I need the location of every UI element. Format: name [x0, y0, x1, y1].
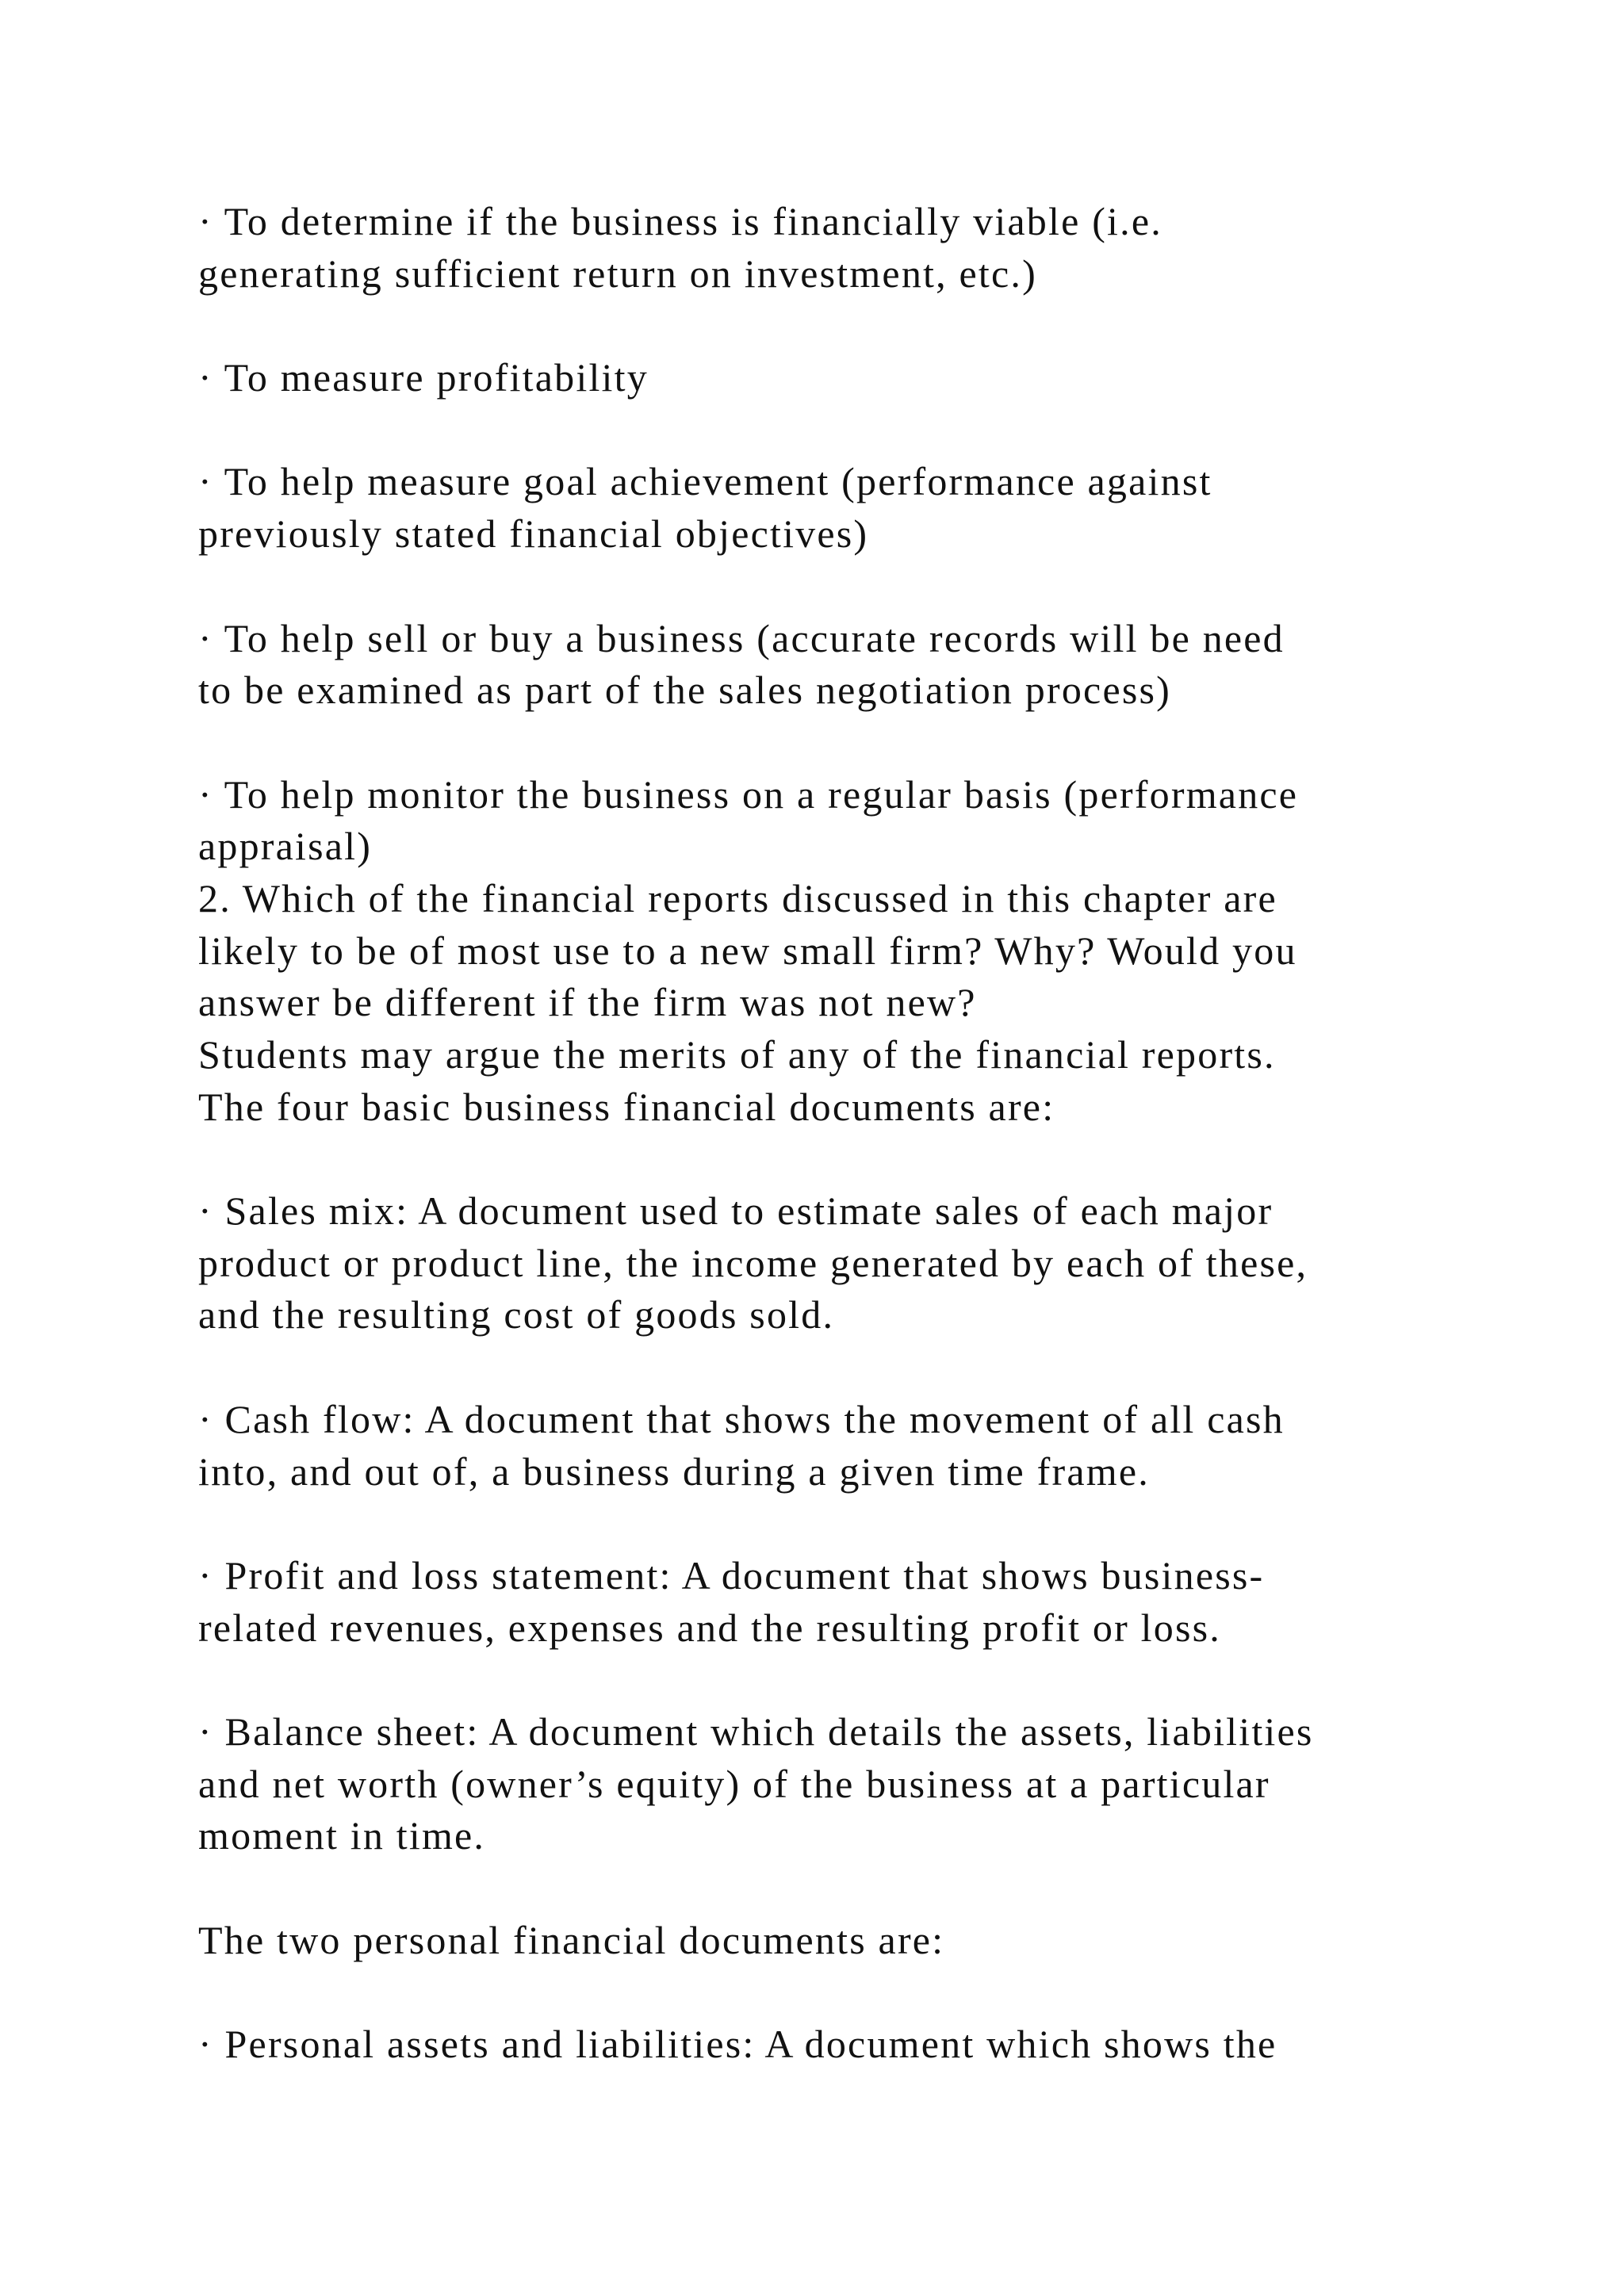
text-line: previously stated financial objectives) [198, 511, 869, 557]
blank-line [198, 1966, 1507, 2019]
text-line: to be examined as part of the sales negotiation process) [198, 668, 1172, 713]
text-line: · Sales mix: A document used to estimate sales of each major [198, 1188, 1274, 1234]
blank-line [198, 1341, 1507, 1394]
question-line: likely to be of most use to a new small firm? Why? Would you [198, 928, 1297, 973]
text-line: · To measure profitability [198, 355, 649, 400]
text-line: Students may argue the merits of any of the financial reports. [198, 1032, 1276, 1077]
text-line: · Cash flow: A document that shows the movement of all cash [198, 1396, 1285, 1441]
blank-line [198, 1133, 1507, 1185]
blank-line [198, 1498, 1507, 1550]
text-line: · Profit and loss statement: A document that shows business- [198, 1552, 1265, 1598]
blank-line [198, 300, 1507, 352]
blank-line [198, 561, 1507, 613]
question-line: answer be different if the firm was not new? [198, 980, 977, 1025]
text-line: · To determine if the business is financially viable (i.e. [198, 199, 1162, 243]
question-line: 2. Which of the financial reports discussed in this chapter are [198, 875, 1277, 920]
text-line: The four basic business financial documents are: [198, 1084, 1055, 1129]
text-line: product or product line, the income generated by each of these, [198, 1240, 1308, 1285]
text-line: · To help measure goal achievement (performance against [198, 459, 1212, 504]
blank-line [198, 404, 1507, 457]
text-line: The two personal financial documents are: [198, 1917, 945, 1962]
text-line: · Personal assets and liabilities: A document which shows the [198, 2022, 1277, 2067]
text-line: related revenues, expenses and the resulting profit or loss. [198, 1605, 1221, 1650]
document-body [198, 196, 1507, 2071]
text-line: moment in time. [198, 1813, 486, 1858]
text-line: generating sufficient return on investment, etc.) [198, 251, 1037, 296]
text-line: · To help monitor the business on a regular basis (performance [198, 771, 1299, 817]
text-line: · Balance sheet: A document which details the assets, liabilities [198, 1709, 1314, 1754]
text-line: · To help sell or buy a business (accurate records will be need [198, 615, 1285, 660]
blank-line [198, 717, 1507, 769]
text-line: and the resulting cost of goods sold. [198, 1292, 835, 1337]
blank-line [198, 1654, 1507, 1706]
blank-line [198, 1862, 1507, 1915]
text-line: appraisal) [198, 824, 373, 869]
text-line: into, and out of, a business during a given time frame. [198, 1448, 1150, 1494]
text-line: and net worth (owner’s equity) of the business at a particular [198, 1761, 1270, 1806]
